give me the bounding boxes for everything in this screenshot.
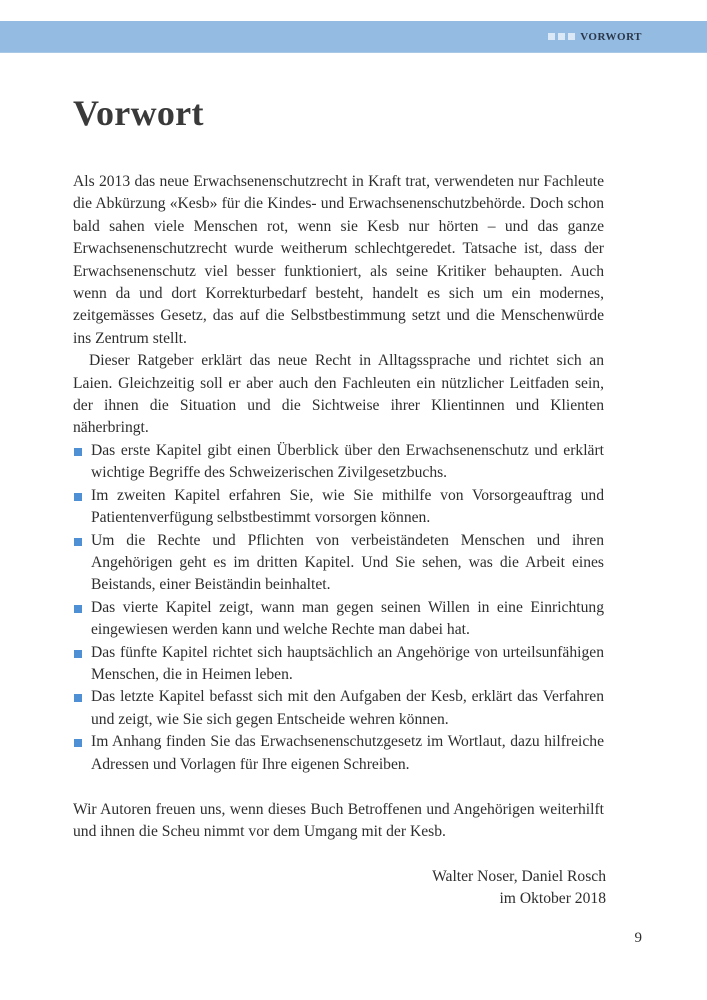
square-bullet-icon bbox=[74, 694, 82, 702]
body-text bbox=[73, 171, 604, 844]
list-item bbox=[73, 597, 604, 642]
page-number: 9 bbox=[634, 930, 642, 946]
list-item-text: Das erste Kapitel gibt einen Überblick über den Erwachsenenschutz und erklärt wichtige Begriffe des Schweizerischen Zivilgesetzbuchs. bbox=[91, 441, 604, 482]
paragraph-closing: Wir Autoren freuen uns, wenn dieses Buch Betroffenen und Angehörigen weiterhilft und ihnen die Scheu nimmt vor dem Umgang mit der Kesb. bbox=[73, 800, 604, 841]
list-item-text: Das vierte Kapitel zeigt, wann man gegen seinen Willen in eine Einrichtung eingewiesen werden kann und welche Rechte man dabei hat. bbox=[91, 598, 604, 639]
square-bullet-icon bbox=[74, 538, 82, 546]
list-item-text: Im zweiten Kapitel erfahren Sie, wie Sie mithilfe von Vorsorgeauftrag und Patientenverfügung selbstbestimmt vorsorgen können. bbox=[91, 486, 604, 527]
paragraph-guide: Dieser Ratgeber erklärt das neue Recht in Alltagssprache und richtet sich an Laien. Gleichzeitig soll er aber auch den Fachleuten ein nützlicher Leitfaden sein, der ihnen die Situation und die Sichtweise ihrer Klientinnen und Klienten näherbringt. bbox=[73, 352, 604, 437]
paragraph-intro: Als 2013 das neue Erwachsenenschutzrecht in Kraft trat, verwendeten nur Fachleute die Abkürzung «Kesb» für die Kindes- und Erwachsenenschutzbehörde. Doch schon bald sahen viele Menschen rot, wenn sie Kesb nur hörten – und das ganze Erwachsenenschutzrecht wurde weitherum schlechtgeredet. Tatsache ist, dass der Erwachsenenschutz viel besser funktioniert, als seine Kritiker behaupten. Auch wenn da und dort Korrekturbedarf besteht, handelt es sich um ein modernes, zeitgemässes Gesetz, das auf die Selbstbestimmung setzt und die Menschenwürde ins Zentrum stellt. bbox=[73, 173, 604, 347]
list-item bbox=[73, 731, 604, 776]
list-item-text: Um die Rechte und Pflichten von verbeiständeten Menschen und ihren Angehörigen geht es im dritten Kapitel. Und Sie sehen, was die Arbeit eines Beistands, einer Beiständin beinhaltet. bbox=[91, 531, 604, 594]
list-item-text: Das letzte Kapitel befasst sich mit den Aufgaben der Kesb, erklärt das Verfahren und zeigt, wie Sie sich gegen Entscheide wehren können. bbox=[91, 688, 604, 728]
list-item bbox=[73, 686, 604, 731]
signature-authors: Walter Noser, Daniel Rosch bbox=[432, 868, 606, 885]
signature-date: im Oktober 2018 bbox=[499, 890, 606, 907]
header-bar bbox=[0, 21, 707, 53]
square-bullet-icon bbox=[74, 493, 82, 501]
list-item bbox=[73, 642, 604, 687]
list-item bbox=[73, 485, 604, 530]
page-title: Vorwort bbox=[73, 93, 204, 133]
list-item-text: Das fünfte Kapitel richtet sich hauptsächlich an Angehörige von urteilsunfähigen Menschen, die in Heimen leben. bbox=[91, 643, 604, 683]
list-item bbox=[73, 440, 604, 485]
square-bullet-icon bbox=[74, 448, 82, 456]
signature bbox=[432, 866, 606, 910]
square-bullet-icon bbox=[74, 605, 82, 613]
square-bullet-icon bbox=[74, 739, 82, 747]
decor-square-icon bbox=[558, 33, 565, 40]
decor-square-icon bbox=[568, 33, 575, 40]
list-item bbox=[73, 530, 604, 597]
running-head-label: VORWORT bbox=[580, 30, 642, 43]
chapter-list bbox=[73, 440, 604, 776]
running-head bbox=[548, 21, 642, 52]
decor-square-icon bbox=[548, 33, 555, 40]
square-bullet-icon bbox=[74, 650, 82, 658]
list-item-text: Im Anhang finden Sie das Erwachsenenschutzgesetz im Wortlaut, dazu hilfreiche Adressen und Vorlagen für Ihre eigenen Schreiben. bbox=[91, 733, 604, 773]
